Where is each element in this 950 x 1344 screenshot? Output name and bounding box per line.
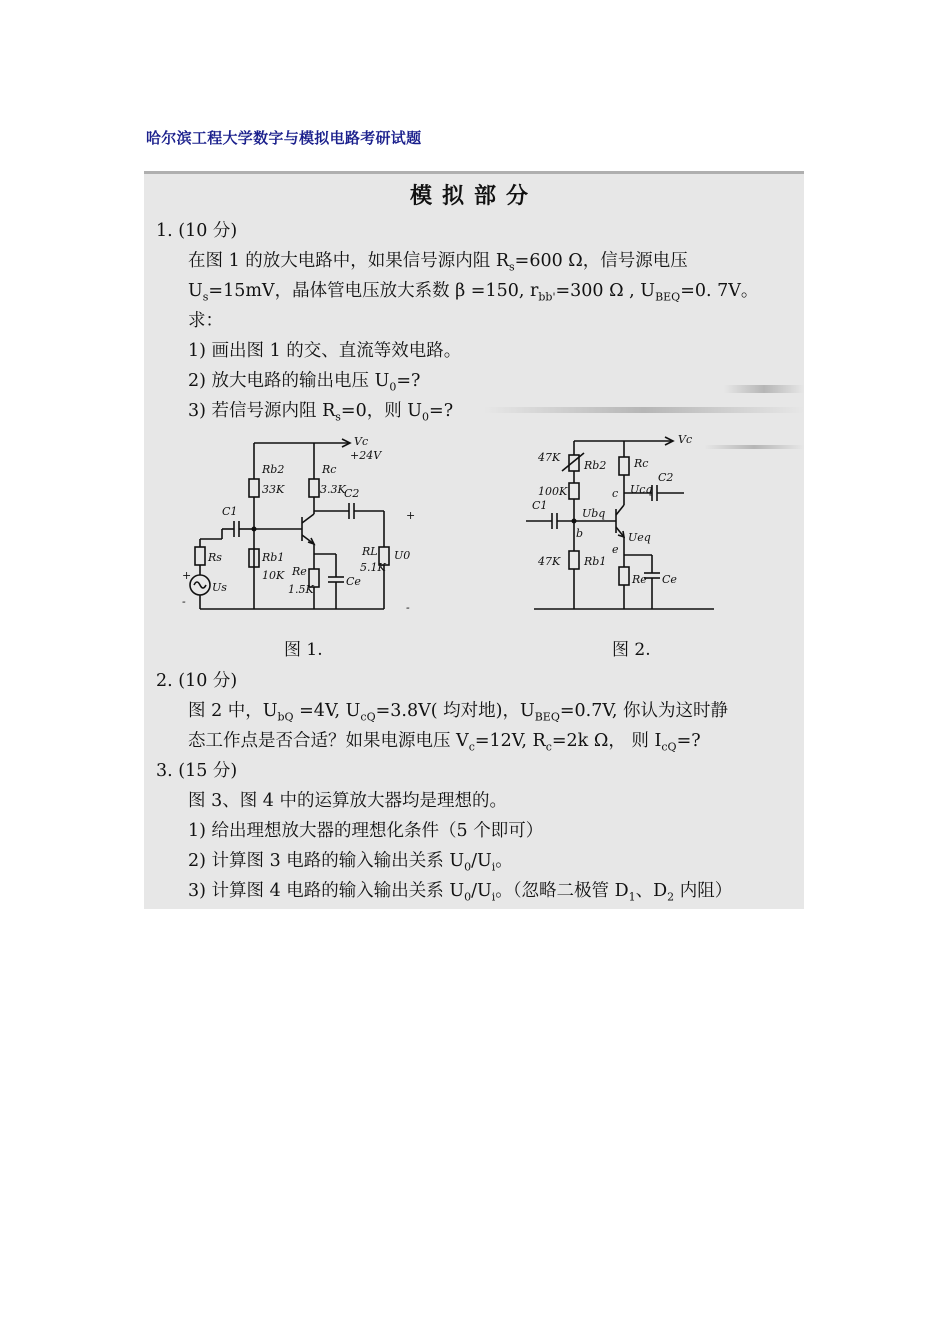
q1-line-3: 求： xyxy=(188,311,223,331)
svg-text:C1: C1 xyxy=(222,505,238,518)
fig2-caption: 图 2. xyxy=(612,640,651,660)
svg-text:b: b xyxy=(576,527,584,540)
q3-line-1: 图 3、图 4 中的运算放大器均是理想的。 xyxy=(188,791,507,811)
svg-text:47K: 47K xyxy=(538,451,561,464)
scan-smudge xyxy=(724,385,804,393)
svg-text:5.1K: 5.1K xyxy=(360,561,386,574)
fig2-re-resistor xyxy=(619,567,629,585)
svg-text:Ueq: Ueq xyxy=(628,531,651,544)
svg-text:+: + xyxy=(182,569,192,582)
svg-text:U0: U0 xyxy=(394,549,411,562)
svg-text:c: c xyxy=(612,487,619,500)
svg-text:Rb1: Rb1 xyxy=(262,551,285,564)
fig1-supply-label: +24V xyxy=(350,449,382,462)
q1-line-1: 在图 1 的放大电路中，如果信号源内阻 $R_s=600$ Ω，信号源电压 xyxy=(188,251,688,274)
q1-item-3: 3) 若信号源内阻 $R_s=0$，则 $U_0=$? xyxy=(188,401,454,424)
svg-text:-: - xyxy=(406,601,410,614)
svg-text:Us: Us xyxy=(212,581,227,594)
fig1-vc-label: Vc xyxy=(354,435,369,448)
q3-item-3: 3) 计算图 4 电路的输入输出关系 $U_0/U_i$。（忽略二极管 $D_1$、$D_2$ 内阻） xyxy=(188,881,733,904)
svg-text:C1: C1 xyxy=(532,499,548,512)
svg-text:Rs: Rs xyxy=(208,551,222,564)
svg-text:Rb1: Rb1 xyxy=(584,555,607,568)
fig1-rs-resistor xyxy=(195,547,205,565)
q1-item-2: 2) 放大电路的输出电压 $U_0=$? xyxy=(188,371,421,394)
svg-text:Rb2: Rb2 xyxy=(262,463,285,476)
svg-text:33K: 33K xyxy=(262,483,285,496)
svg-text:-: - xyxy=(182,595,186,608)
svg-text:+: + xyxy=(406,509,416,522)
svg-text:Ucq: Ucq xyxy=(630,483,653,496)
q3-item-1: 1) 给出理想放大器的理想化条件（5 个即可） xyxy=(188,821,544,841)
svg-text:e: e xyxy=(612,543,619,556)
fig1-caption: 图 1. xyxy=(284,640,323,660)
fig2-rb1-resistor xyxy=(569,551,579,569)
q3-item-2: 2) 计算图 3 电路的输入输出关系 $U_0/U_i$。 xyxy=(188,851,513,874)
fig1-rb2-resistor xyxy=(249,479,259,497)
fig1-rc-resistor xyxy=(309,479,319,497)
scan-edge-line xyxy=(144,171,804,174)
svg-text:Ubq: Ubq xyxy=(582,507,606,520)
svg-text:Re: Re xyxy=(292,565,307,578)
svg-text:10K: 10K xyxy=(262,569,285,582)
q1-item-1: 1) 画出图 1 的交、直流等效电路。 xyxy=(188,341,462,361)
svg-text:Rb2: Rb2 xyxy=(584,459,607,472)
svg-text:Ce: Ce xyxy=(346,575,361,588)
svg-text:Rc: Rc xyxy=(322,463,337,476)
svg-text:RL: RL xyxy=(362,545,378,558)
svg-text:Ce: Ce xyxy=(662,573,677,586)
q1-heading: 1. (10 分) xyxy=(156,221,238,241)
q1-line-2: $U_s=15mV$，晶体管电压放大系数 β =150, $r_{bb'}=300$ Ω , $U_{BEQ}=0$. 7V。 xyxy=(188,281,759,304)
q2-line-1: 图 2 中，$U_{bQ} =4V$, $U_{cQ}=3.8V$( 均对地)，$U_{BEQ}=0.7V$, 你认为这时静 xyxy=(188,701,729,724)
svg-text:47K: 47K xyxy=(538,555,561,568)
fig2-100k-resistor xyxy=(569,483,579,499)
section-title: 模拟部分 xyxy=(409,184,538,209)
fig2-rc-resistor xyxy=(619,457,629,475)
document-title: 哈尔滨工程大学数字与模拟电路考研试题 xyxy=(146,129,422,147)
svg-text:3.3K: 3.3K xyxy=(320,483,346,496)
figure-1-circuit xyxy=(174,429,434,669)
scanned-exam-page xyxy=(144,171,804,909)
scan-smudge xyxy=(484,407,804,413)
svg-text:Vc: Vc xyxy=(678,433,693,446)
q2-line-2: 态工作点是否合适？如果电源电压 $V_c=12V$, $R_c=2k$ Ω， 则 $I_{cQ}=$? xyxy=(188,731,701,754)
svg-text:100K: 100K xyxy=(538,485,568,498)
q3-heading: 3. (15 分) xyxy=(156,761,238,781)
svg-text:Re: Re xyxy=(632,573,647,586)
svg-text:Rc: Rc xyxy=(634,457,649,470)
svg-text:1.5K: 1.5K xyxy=(288,583,314,596)
svg-text:C2: C2 xyxy=(658,471,674,484)
svg-text:C2: C2 xyxy=(344,487,360,500)
figure-2-circuit xyxy=(524,429,734,669)
q2-heading: 2. (10 分) xyxy=(156,671,238,691)
